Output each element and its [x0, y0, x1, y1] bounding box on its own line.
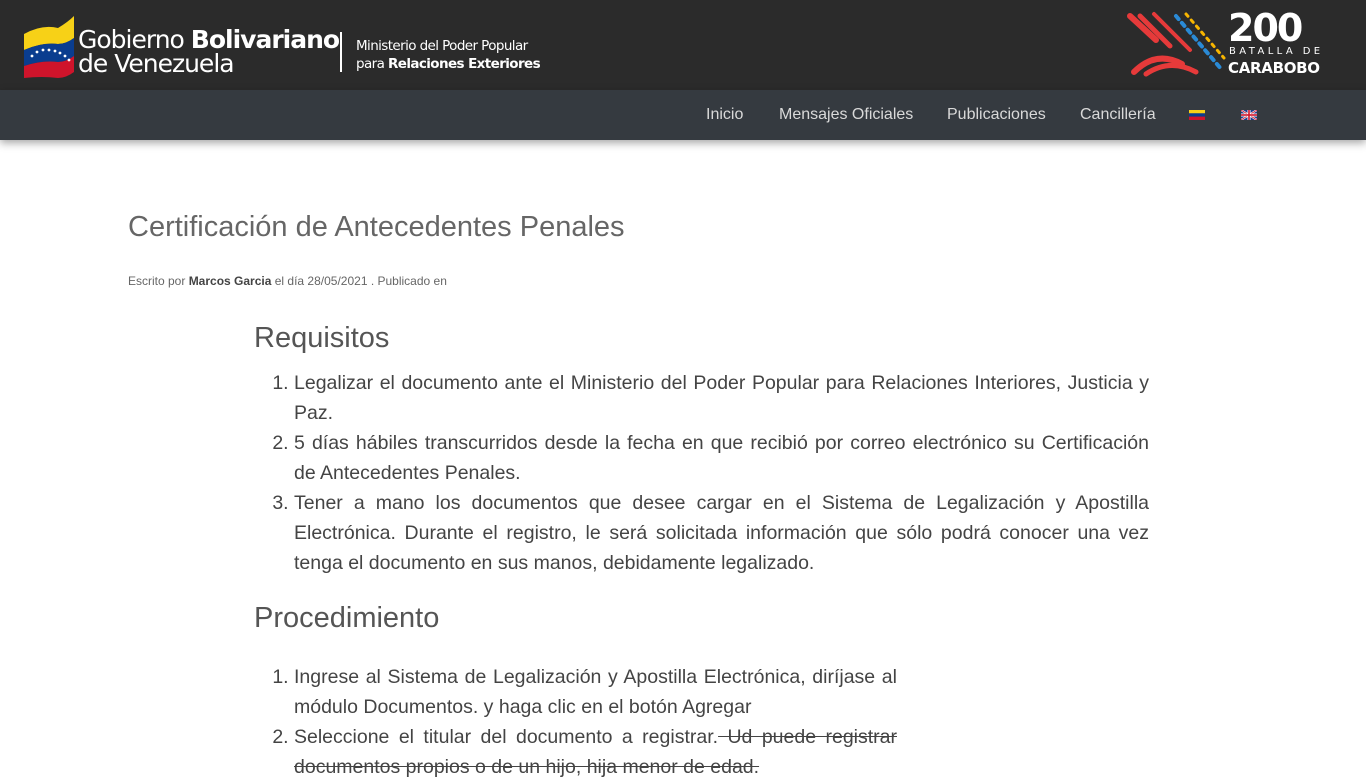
badge-subtitle: BATALLA DE: [1229, 46, 1324, 57]
main-navbar: [0, 90, 1366, 140]
gov-title-line2: de Venezuela: [78, 49, 234, 78]
page-title: Certificación de Antecedentes Penales: [128, 211, 625, 243]
gov-title-part: Gobierno: [78, 25, 191, 54]
article-body: [254, 318, 1149, 782]
byline-author[interactable]: Marcos Garcia: [188, 274, 272, 288]
nav-item-publicaciones[interactable]: Publicaciones: [947, 106, 1046, 123]
procedure-list: [254, 662, 897, 782]
list-item: [294, 722, 897, 782]
step-text: Seleccione el titular del documento a registrar.: [294, 726, 719, 748]
nav-item-inicio[interactable]: Inicio: [706, 106, 744, 123]
list-item: 2. 5 días hábiles transcurridos desde la fecha en que recibió por correo electrónico su Certificación de Antecedentes Penales.: [294, 428, 1149, 488]
gov-title-bold: Bolivariano: [190, 25, 340, 54]
article-byline: [128, 274, 447, 288]
ministry-line1: Ministerio del Poder Popular: [356, 38, 528, 54]
byline-date: el día 28/05/2021 . Publicado en: [271, 274, 447, 288]
list-item: 1. Ingrese al Sistema de Legalización y Apostilla Electrónica, diríjase al módulo Documentos. y haga clic en el botón Agregar: [294, 662, 897, 722]
uk-flag-icon[interactable]: [1241, 110, 1257, 120]
section-title-procedimiento: Procedimiento: [254, 602, 440, 634]
list-item: 1. Legalizar el documento ante el Ministerio del Poder Popular para Relaciones Interiores, Justicia y Paz.: [294, 368, 1149, 428]
ministry-line2: para: [356, 56, 388, 72]
site-header: [0, 0, 1366, 90]
ministry-name: [356, 37, 540, 73]
venezuela-flag-icon[interactable]: [1189, 110, 1205, 120]
list-item: 3. Tener a mano los documentos que desee cargar en el Sistema de Legalización y Apostilla Electrónica. Durante el registro, le será solicitada información que sólo podrá conocer una vez tenga el documento en sus manos, debidamente legalizado.: [294, 488, 1149, 578]
venezuela-flag-logo: [22, 16, 76, 78]
nav-item-mensajes-oficiales[interactable]: Mensajes Oficiales: [779, 106, 914, 123]
step-struck-text: Ud puede registrar documentos propios o de un hijo, hija menor de edad.: [294, 726, 897, 778]
ministry-bold: Relaciones Exteriores: [387, 56, 541, 72]
government-title: [78, 25, 340, 78]
nav-item-cancilleria[interactable]: Cancillería: [1080, 106, 1156, 123]
requirements-list: [254, 368, 1149, 578]
badge-number: 200: [1228, 6, 1302, 50]
header-divider: [340, 32, 342, 72]
byline-prefix: Escrito por: [128, 274, 189, 288]
badge-name: CARABOBO: [1228, 59, 1320, 77]
section-title-requisitos: Requisitos: [254, 322, 390, 354]
